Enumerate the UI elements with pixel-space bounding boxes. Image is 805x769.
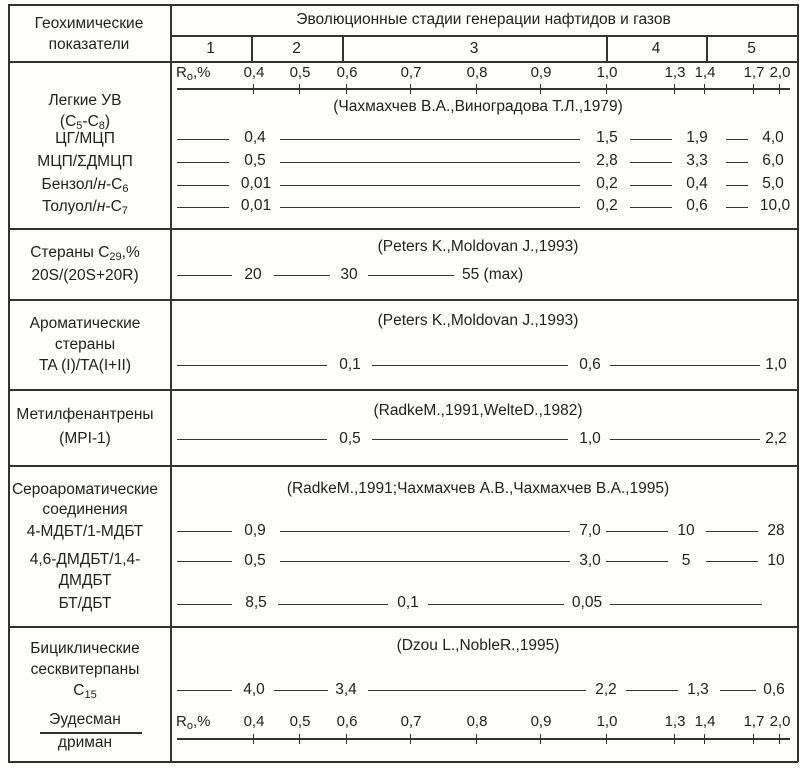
section-citation: (Peters K.,Moldovan J.,1993): [377, 238, 579, 255]
section-divider: [8, 626, 798, 628]
row-value: 0,6: [763, 681, 785, 698]
scale-bottom-tick: [704, 734, 705, 744]
row-line: [368, 690, 586, 691]
row-line: [280, 162, 580, 163]
row-line: [274, 690, 328, 691]
scale-top-tick: [476, 84, 477, 94]
scale-top-tick: [674, 84, 675, 94]
row-line: [610, 365, 760, 366]
row-value: 20: [244, 266, 262, 283]
row-line: [177, 531, 232, 532]
row-line: [626, 690, 678, 691]
section-citation: (Чахмахчев В.А.,Виноградова Т.Л.,1979): [333, 98, 623, 115]
row-line: [177, 365, 327, 366]
row-value: 0,05: [571, 594, 603, 611]
section-title: Легкие УВ: [48, 92, 122, 109]
scale-bottom-tick: [346, 734, 347, 744]
scale-bottom-tick: [476, 734, 477, 744]
row-line: [280, 531, 570, 532]
scale-bottom-tick-label: 1,4: [694, 713, 716, 730]
scale-bottom-label: $R_o,\%$: [176, 713, 211, 732]
scale-bottom-tick: [779, 734, 780, 744]
row-value: 0,2: [596, 197, 618, 214]
row-line: [726, 207, 748, 208]
scale-bottom-tick: [253, 734, 254, 744]
scale-bottom-tick: [753, 734, 754, 744]
row-value: 3,3: [686, 152, 708, 169]
scale-top-tick: [253, 84, 254, 94]
row-line: [610, 439, 760, 440]
section-citation: (Dzou L.,NobleR.,1995): [396, 637, 560, 654]
row-value: 0,5: [244, 152, 266, 169]
row-line: [177, 207, 229, 208]
row-line: [368, 275, 454, 276]
row-value: 0,5: [339, 430, 361, 447]
row-line: [274, 275, 330, 276]
scale-top-axis: [177, 88, 790, 90]
scale-bottom-tick-label: 1,7: [743, 713, 765, 730]
row-line: [177, 162, 229, 163]
row-line: [177, 561, 232, 562]
row-line: [177, 604, 232, 605]
scale-bottom-tick-label: 2,0: [769, 713, 791, 730]
row-value: 0,01: [240, 175, 272, 192]
row-line: [280, 185, 580, 186]
row-line: [280, 207, 580, 208]
row-line: [280, 561, 570, 562]
section-title: $(C_5-C_8)$: [59, 113, 111, 132]
row-value: 3,0: [579, 552, 601, 569]
frame-bottom: [8, 761, 798, 763]
frame-right: [797, 4, 799, 762]
row-value: 10: [677, 522, 695, 539]
scale-top-tick-label: 1,4: [694, 64, 716, 81]
scale-top-tick: [346, 84, 347, 94]
scale-bottom-tick-label: 1,3: [664, 713, 686, 730]
header-col1-line1: Геохимические: [34, 15, 144, 32]
row-line: [280, 139, 580, 140]
scale-top-tick: [753, 84, 754, 94]
scale-bottom-tick-label: 0,7: [400, 713, 422, 730]
row-line: [706, 561, 758, 562]
row-label: БТ/ДБТ: [58, 595, 112, 612]
scale-bottom-tick: [410, 734, 411, 744]
row-label: ДМДБТ: [58, 572, 112, 589]
row-value: 0,1: [397, 594, 419, 611]
section-title: Метилфенантрены: [16, 406, 154, 423]
row-line: [177, 139, 229, 140]
section-citation: (RadkeM.,1991,WelteD.,1982): [373, 402, 583, 419]
row-line: [726, 162, 748, 163]
section-divider: [8, 465, 798, 467]
row-value: 1,0: [579, 430, 601, 447]
row-line: [177, 185, 229, 186]
section-title: Бициклические: [30, 640, 140, 657]
row-value: 1,5: [596, 129, 618, 146]
scale-bottom-tick: [674, 734, 675, 744]
scale-top-tick-label: 0,5: [289, 64, 311, 81]
row-value: 0,9: [244, 522, 266, 539]
fraction-numerator: Эудесман: [49, 711, 121, 728]
scale-bottom-tick: [606, 734, 607, 744]
section-divider: [8, 228, 798, 230]
row-value: 7,0: [579, 522, 601, 539]
row-line: [606, 561, 668, 562]
row-value: 1,3: [687, 681, 709, 698]
section-citation: (Peters K.,Moldovan J.,1993): [377, 312, 579, 329]
stage-1: 1: [206, 40, 215, 57]
scale-top-tick: [779, 84, 780, 94]
row-line: [428, 604, 564, 605]
header-bottom-rule: [8, 61, 798, 63]
row-line: [177, 439, 327, 440]
section-divider: [8, 389, 798, 391]
row-value: 0,5: [244, 552, 266, 569]
row-value: 5,0: [762, 175, 784, 192]
scale-top-tick-label: 0,8: [466, 64, 488, 81]
scale-top-tick: [299, 84, 300, 94]
section-title: Ароматические: [29, 315, 141, 332]
row-value: 6,0: [762, 152, 784, 169]
row-value: 1,9: [686, 129, 708, 146]
row-value: 30: [340, 266, 358, 283]
row-value: 0,4: [244, 129, 266, 146]
row-line: [606, 531, 668, 532]
scale-top-tick-label: 0,4: [243, 64, 265, 81]
section-title: $C_{15}$: [73, 682, 97, 701]
scale-bottom-tick-label: 0,6: [336, 713, 358, 730]
row-label: ЦГ/МЦП: [55, 130, 115, 147]
scale-bottom-tick-label: 0,5: [289, 713, 311, 730]
row-value: 2,8: [596, 152, 618, 169]
scale-bottom-tick-label: 0,9: [530, 713, 552, 730]
section-title: соединения: [42, 501, 128, 518]
scale-top-tick-label: 0,6: [336, 64, 358, 81]
row-value: 0,1: [339, 356, 361, 373]
row-line: [177, 690, 232, 691]
row-value: 8,5: [245, 594, 267, 611]
header-title-rule: [170, 35, 798, 37]
row-line: [726, 185, 748, 186]
stage-3: 3: [469, 40, 479, 57]
row-value: 10,0: [759, 197, 791, 214]
stage-4: 4: [651, 40, 661, 57]
row-value: 5: [681, 552, 691, 569]
column-divider: [170, 4, 172, 762]
scale-bottom-tick: [299, 734, 300, 744]
row-value: 0,01: [240, 197, 272, 214]
scale-top-tick: [704, 84, 705, 94]
section-divider: [8, 299, 798, 301]
row-line: [726, 139, 748, 140]
stage-5: 5: [747, 40, 756, 57]
scale-top-tick-label: 1,7: [743, 64, 765, 81]
row-line: [630, 185, 672, 186]
row-label: 4,6-ДМДБТ/1,4-: [29, 551, 141, 568]
frame-top: [8, 4, 798, 6]
scale-top-tick-label: 0,9: [530, 64, 552, 81]
row-line: [630, 207, 672, 208]
stage-2: 2: [292, 40, 301, 57]
row-value: 0,6: [686, 197, 708, 214]
row-value: 2,2: [765, 430, 787, 447]
row-line: [177, 275, 232, 276]
row-value: 4,0: [243, 681, 265, 698]
row-line: [706, 531, 758, 532]
row-line: [720, 690, 756, 691]
row-line: [610, 604, 762, 605]
section-title: 20S/(20S+20R): [31, 267, 139, 284]
section-title: (MPI-1): [59, 430, 111, 447]
row-label: МЦП/ΣДМЦП: [37, 153, 133, 170]
row-value: 10: [767, 552, 785, 569]
scale-top-tick: [410, 84, 411, 94]
header-title: Эволюционные стадии генерации нафтидов и газов: [296, 11, 671, 28]
row-value: 0,2: [596, 175, 618, 192]
scale-top-label: $R_o,\%$: [176, 64, 211, 83]
scale-top-tick: [606, 84, 607, 94]
row-value: 1,0: [765, 356, 787, 373]
row-line: [630, 162, 672, 163]
scale-top-tick-label: 2,0: [769, 64, 791, 81]
row-label: 4-МДБТ/1-МДБТ: [26, 523, 144, 540]
row-value: 0,6: [579, 356, 601, 373]
row-label: Бензол/$н-C_6$: [41, 176, 129, 195]
scale-bottom-tick-label: 0,4: [243, 713, 265, 730]
section-title: сесквитерпаны: [30, 661, 140, 678]
row-label: Толуол/$н-C_7$: [42, 198, 128, 217]
row-line: [630, 139, 672, 140]
scale-bottom-tick: [540, 734, 541, 744]
header-col1-line2: показатели: [48, 36, 130, 53]
row-value: 3,4: [335, 681, 357, 698]
section-title: Сероароматические: [11, 481, 159, 498]
row-value: 28: [767, 522, 785, 539]
scale-top-tick-label: 1,3: [664, 64, 686, 81]
row-line: [372, 439, 568, 440]
row-line: [278, 604, 388, 605]
row-value: 2,2: [595, 681, 617, 698]
scale-top-tick: [540, 84, 541, 94]
fraction-denominator: дриман: [57, 734, 113, 751]
scale-bottom-tick-label: 0,8: [466, 713, 488, 730]
row-value: 55 (max): [462, 266, 524, 283]
section-title: стераны: [54, 336, 116, 353]
row-value: 0,4: [686, 175, 708, 192]
section-citation: (RadkeM.,1991;Чахмахчев А.В.,Чахмахчев В.А.,1995): [286, 480, 670, 497]
row-line: [372, 365, 568, 366]
section-title: Стераны $C_{29},\%$: [30, 244, 140, 263]
scale-top-tick-label: 1,0: [596, 64, 618, 81]
scale-top-tick-label: 0,7: [400, 64, 422, 81]
scale-bottom-axis: [177, 738, 790, 740]
scale-bottom-tick-label: 1,0: [596, 713, 618, 730]
section-title: TA (I)/TA(I+II): [39, 357, 131, 374]
row-value: 4,0: [762, 129, 784, 146]
